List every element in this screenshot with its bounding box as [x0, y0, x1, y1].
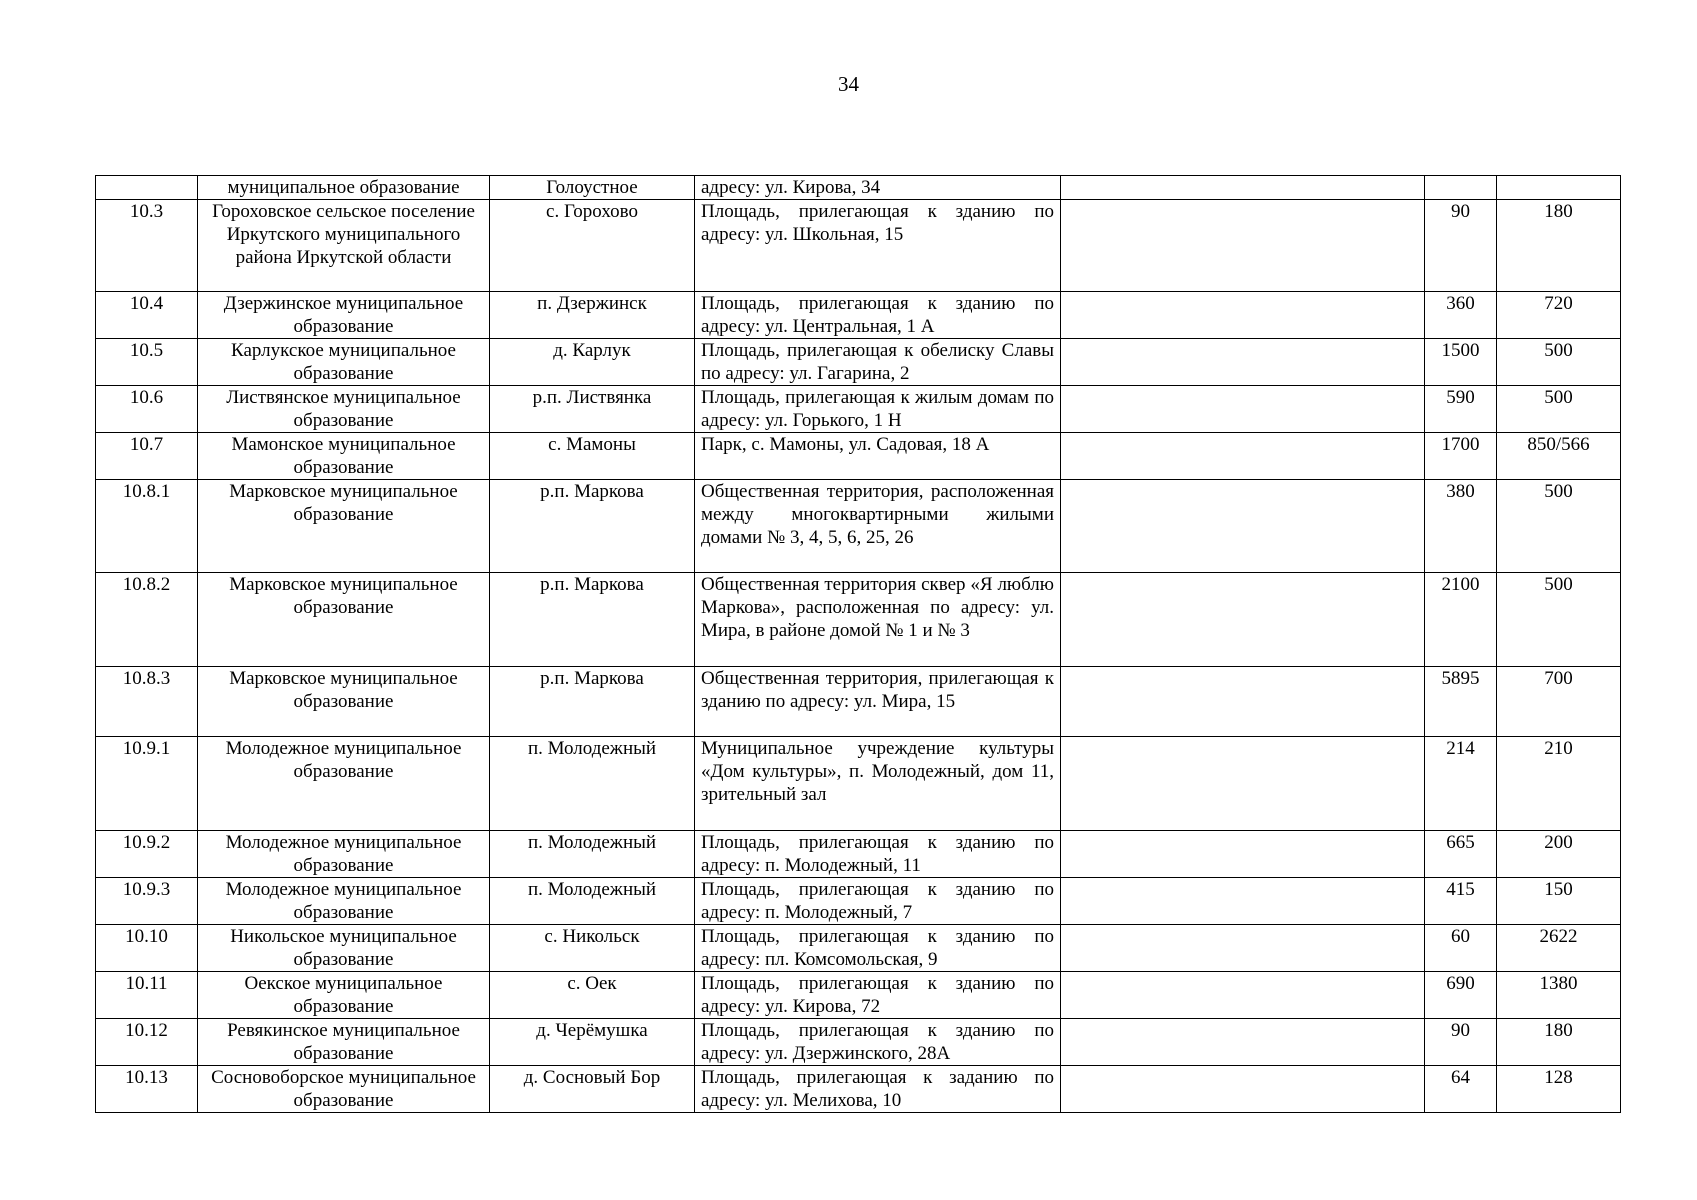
table-row: [96, 737, 1621, 831]
municipality-cell: Молодежное муниципальное образование: [198, 878, 490, 925]
row-number: 10.10: [96, 925, 198, 972]
place-description-cell: Площадь, прилегающая к зданию по адресу: п. Молодежный, 11: [695, 831, 1061, 878]
settlement-cell: п. Молодежный: [490, 831, 695, 878]
value-a-cell: 380: [1425, 480, 1497, 573]
empty-cell: [1061, 176, 1425, 200]
place-description-cell: Общественная территория, прилегающая к зданию по адресу: ул. Мира, 15: [695, 667, 1061, 737]
municipality-cell: Марковское муниципальное образование: [198, 480, 490, 573]
value-a-cell: 214: [1425, 737, 1497, 831]
table-body: [96, 176, 1621, 1113]
place-description-cell: Площадь, прилегающая к зданию по адресу: ул. Центральная, 1 А: [695, 292, 1061, 339]
empty-cell: [1061, 1066, 1425, 1113]
value-b-cell: 500: [1497, 339, 1621, 386]
table-row: [96, 480, 1621, 573]
settlement-cell: п. Молодежный: [490, 737, 695, 831]
place-description-cell: Муниципальное учреждение культуры «Дом культуры», п. Молодежный, дом 11, зрительный зал: [695, 737, 1061, 831]
value-b-cell: 180: [1497, 200, 1621, 292]
municipality-cell: Карлукское муниципальное образование: [198, 339, 490, 386]
row-number: 10.4: [96, 292, 198, 339]
place-description-cell: Общественная территория, расположенная между многоквартирными жилыми домами № 3, 4, 5, 6, 25, 26: [695, 480, 1061, 573]
value-b-cell: 1380: [1497, 972, 1621, 1019]
settlement-cell: д. Черёмушка: [490, 1019, 695, 1066]
row-number: 10.9.1: [96, 737, 198, 831]
value-a-cell: 90: [1425, 1019, 1497, 1066]
row-number: 10.9.2: [96, 831, 198, 878]
table-row: [96, 831, 1621, 878]
municipality-cell: Листвянское муниципальное образование: [198, 386, 490, 433]
table-row: [96, 386, 1621, 433]
settlement-cell: р.п. Маркова: [490, 667, 695, 737]
row-number: 10.8.2: [96, 573, 198, 667]
municipality-cell: Мамонское муниципальное образование: [198, 433, 490, 480]
empty-cell: [1061, 972, 1425, 1019]
empty-cell: [1061, 386, 1425, 433]
row-number: 10.13: [96, 1066, 198, 1113]
table-row: [96, 433, 1621, 480]
value-b-cell: 500: [1497, 480, 1621, 573]
place-description-cell: Площадь, прилегающая к зданию по адресу: пл. Комсомольская, 9: [695, 925, 1061, 972]
settlement-cell: с. Оек: [490, 972, 695, 1019]
place-description-cell: адресу: ул. Кирова, 34: [695, 176, 1061, 200]
value-a-cell: 2100: [1425, 573, 1497, 667]
page-number: 34: [838, 72, 859, 96]
settlement-cell: д. Карлук: [490, 339, 695, 386]
value-b-cell: 720: [1497, 292, 1621, 339]
place-description-cell: Общественная территория сквер «Я люблю Маркова», расположенная по адресу: ул. Мира, в районе домой № 1 и № 3: [695, 573, 1061, 667]
municipality-cell: Марковское муниципальное образование: [198, 667, 490, 737]
row-number: 10.3: [96, 200, 198, 292]
row-number: 10.9.3: [96, 878, 198, 925]
place-description-cell: Площадь, прилегающая к зданию по адресу: ул. Кирова, 72: [695, 972, 1061, 1019]
value-a-cell: 590: [1425, 386, 1497, 433]
municipality-cell: Марковское муниципальное образование: [198, 573, 490, 667]
municipality-cell: Дзержинское муниципальное образование: [198, 292, 490, 339]
empty-cell: [1061, 667, 1425, 737]
value-a-cell: 360: [1425, 292, 1497, 339]
row-number: 10.7: [96, 433, 198, 480]
table-row: [96, 667, 1621, 737]
empty-cell: [1061, 925, 1425, 972]
settlement-cell: п. Дзержинск: [490, 292, 695, 339]
municipality-cell: Сосновоборское муниципальное образование: [198, 1066, 490, 1113]
place-description-cell: Площадь, прилегающая к зданию по адресу: ул. Дзержинского, 28А: [695, 1019, 1061, 1066]
row-number: 10.5: [96, 339, 198, 386]
value-b-cell: 700: [1497, 667, 1621, 737]
table-row: [96, 1066, 1621, 1113]
table-row: [96, 878, 1621, 925]
row-number: 10.11: [96, 972, 198, 1019]
value-a-cell: 64: [1425, 1066, 1497, 1113]
registry-table: [95, 175, 1621, 1113]
value-b-cell: 500: [1497, 573, 1621, 667]
value-a-cell: 690: [1425, 972, 1497, 1019]
empty-cell: [1061, 878, 1425, 925]
place-description-cell: Площадь, прилегающая к зданию по адресу: п. Молодежный, 7: [695, 878, 1061, 925]
municipality-cell: Гороховское сельское поселение Иркутского муниципального района Иркутской области: [198, 200, 490, 292]
row-number: 10.8.1: [96, 480, 198, 573]
value-b-cell: 180: [1497, 1019, 1621, 1066]
empty-cell: [1061, 1019, 1425, 1066]
value-b-cell: 150: [1497, 878, 1621, 925]
table-row: [96, 176, 1621, 200]
municipality-cell: Оекское муниципальное образование: [198, 972, 490, 1019]
value-b-cell: 500: [1497, 386, 1621, 433]
municipality-cell: Ревякинское муниципальное образование: [198, 1019, 490, 1066]
settlement-cell: с. Мамоны: [490, 433, 695, 480]
value-a-cell: 415: [1425, 878, 1497, 925]
empty-cell: [1061, 831, 1425, 878]
settlement-cell: д. Сосновый Бор: [490, 1066, 695, 1113]
settlement-cell: р.п. Маркова: [490, 573, 695, 667]
settlement-cell: с. Никольск: [490, 925, 695, 972]
value-b-cell: 128: [1497, 1066, 1621, 1113]
municipality-cell: Молодежное муниципальное образование: [198, 737, 490, 831]
value-b-cell: 850/566: [1497, 433, 1621, 480]
place-description-cell: Площадь, прилегающая к заданию по адресу: ул. Мелихова, 10: [695, 1066, 1061, 1113]
row-number: 10.8.3: [96, 667, 198, 737]
value-a-cell: 1500: [1425, 339, 1497, 386]
value-a-cell: 665: [1425, 831, 1497, 878]
settlement-cell: р.п. Маркова: [490, 480, 695, 573]
value-a-cell: 5895: [1425, 667, 1497, 737]
empty-cell: [1061, 200, 1425, 292]
place-description-cell: Площадь, прилегающая к жилым домам по адресу: ул. Горького, 1 Н: [695, 386, 1061, 433]
table-row: [96, 925, 1621, 972]
table-row: [96, 339, 1621, 386]
value-b-cell: 200: [1497, 831, 1621, 878]
value-a-cell: [1425, 176, 1497, 200]
table-row: [96, 573, 1621, 667]
empty-cell: [1061, 573, 1425, 667]
place-description-cell: Площадь, прилегающая к зданию по адресу: ул. Школьная, 15: [695, 200, 1061, 292]
table-row: [96, 292, 1621, 339]
empty-cell: [1061, 292, 1425, 339]
value-b-cell: 2622: [1497, 925, 1621, 972]
municipality-cell: Никольское муниципальное образование: [198, 925, 490, 972]
table-row: [96, 972, 1621, 1019]
row-number: [96, 176, 198, 200]
value-a-cell: 90: [1425, 200, 1497, 292]
table-row: [96, 1019, 1621, 1066]
row-number: 10.6: [96, 386, 198, 433]
value-b-cell: [1497, 176, 1621, 200]
municipality-cell: Молодежное муниципальное образование: [198, 831, 490, 878]
row-number: 10.12: [96, 1019, 198, 1066]
empty-cell: [1061, 339, 1425, 386]
place-description-cell: Площадь, прилегающая к обелиску Славы по адресу: ул. Гагарина, 2: [695, 339, 1061, 386]
empty-cell: [1061, 737, 1425, 831]
value-b-cell: 210: [1497, 737, 1621, 831]
place-description-cell: Парк, с. Мамоны, ул. Садовая, 18 А: [695, 433, 1061, 480]
table-row: [96, 200, 1621, 292]
value-a-cell: 60: [1425, 925, 1497, 972]
settlement-cell: п. Молодежный: [490, 878, 695, 925]
empty-cell: [1061, 433, 1425, 480]
settlement-cell: Голоустное: [490, 176, 695, 200]
settlement-cell: с. Горохово: [490, 200, 695, 292]
settlement-cell: р.п. Листвянка: [490, 386, 695, 433]
empty-cell: [1061, 480, 1425, 573]
value-a-cell: 1700: [1425, 433, 1497, 480]
municipality-cell: муниципальное образование: [198, 176, 490, 200]
